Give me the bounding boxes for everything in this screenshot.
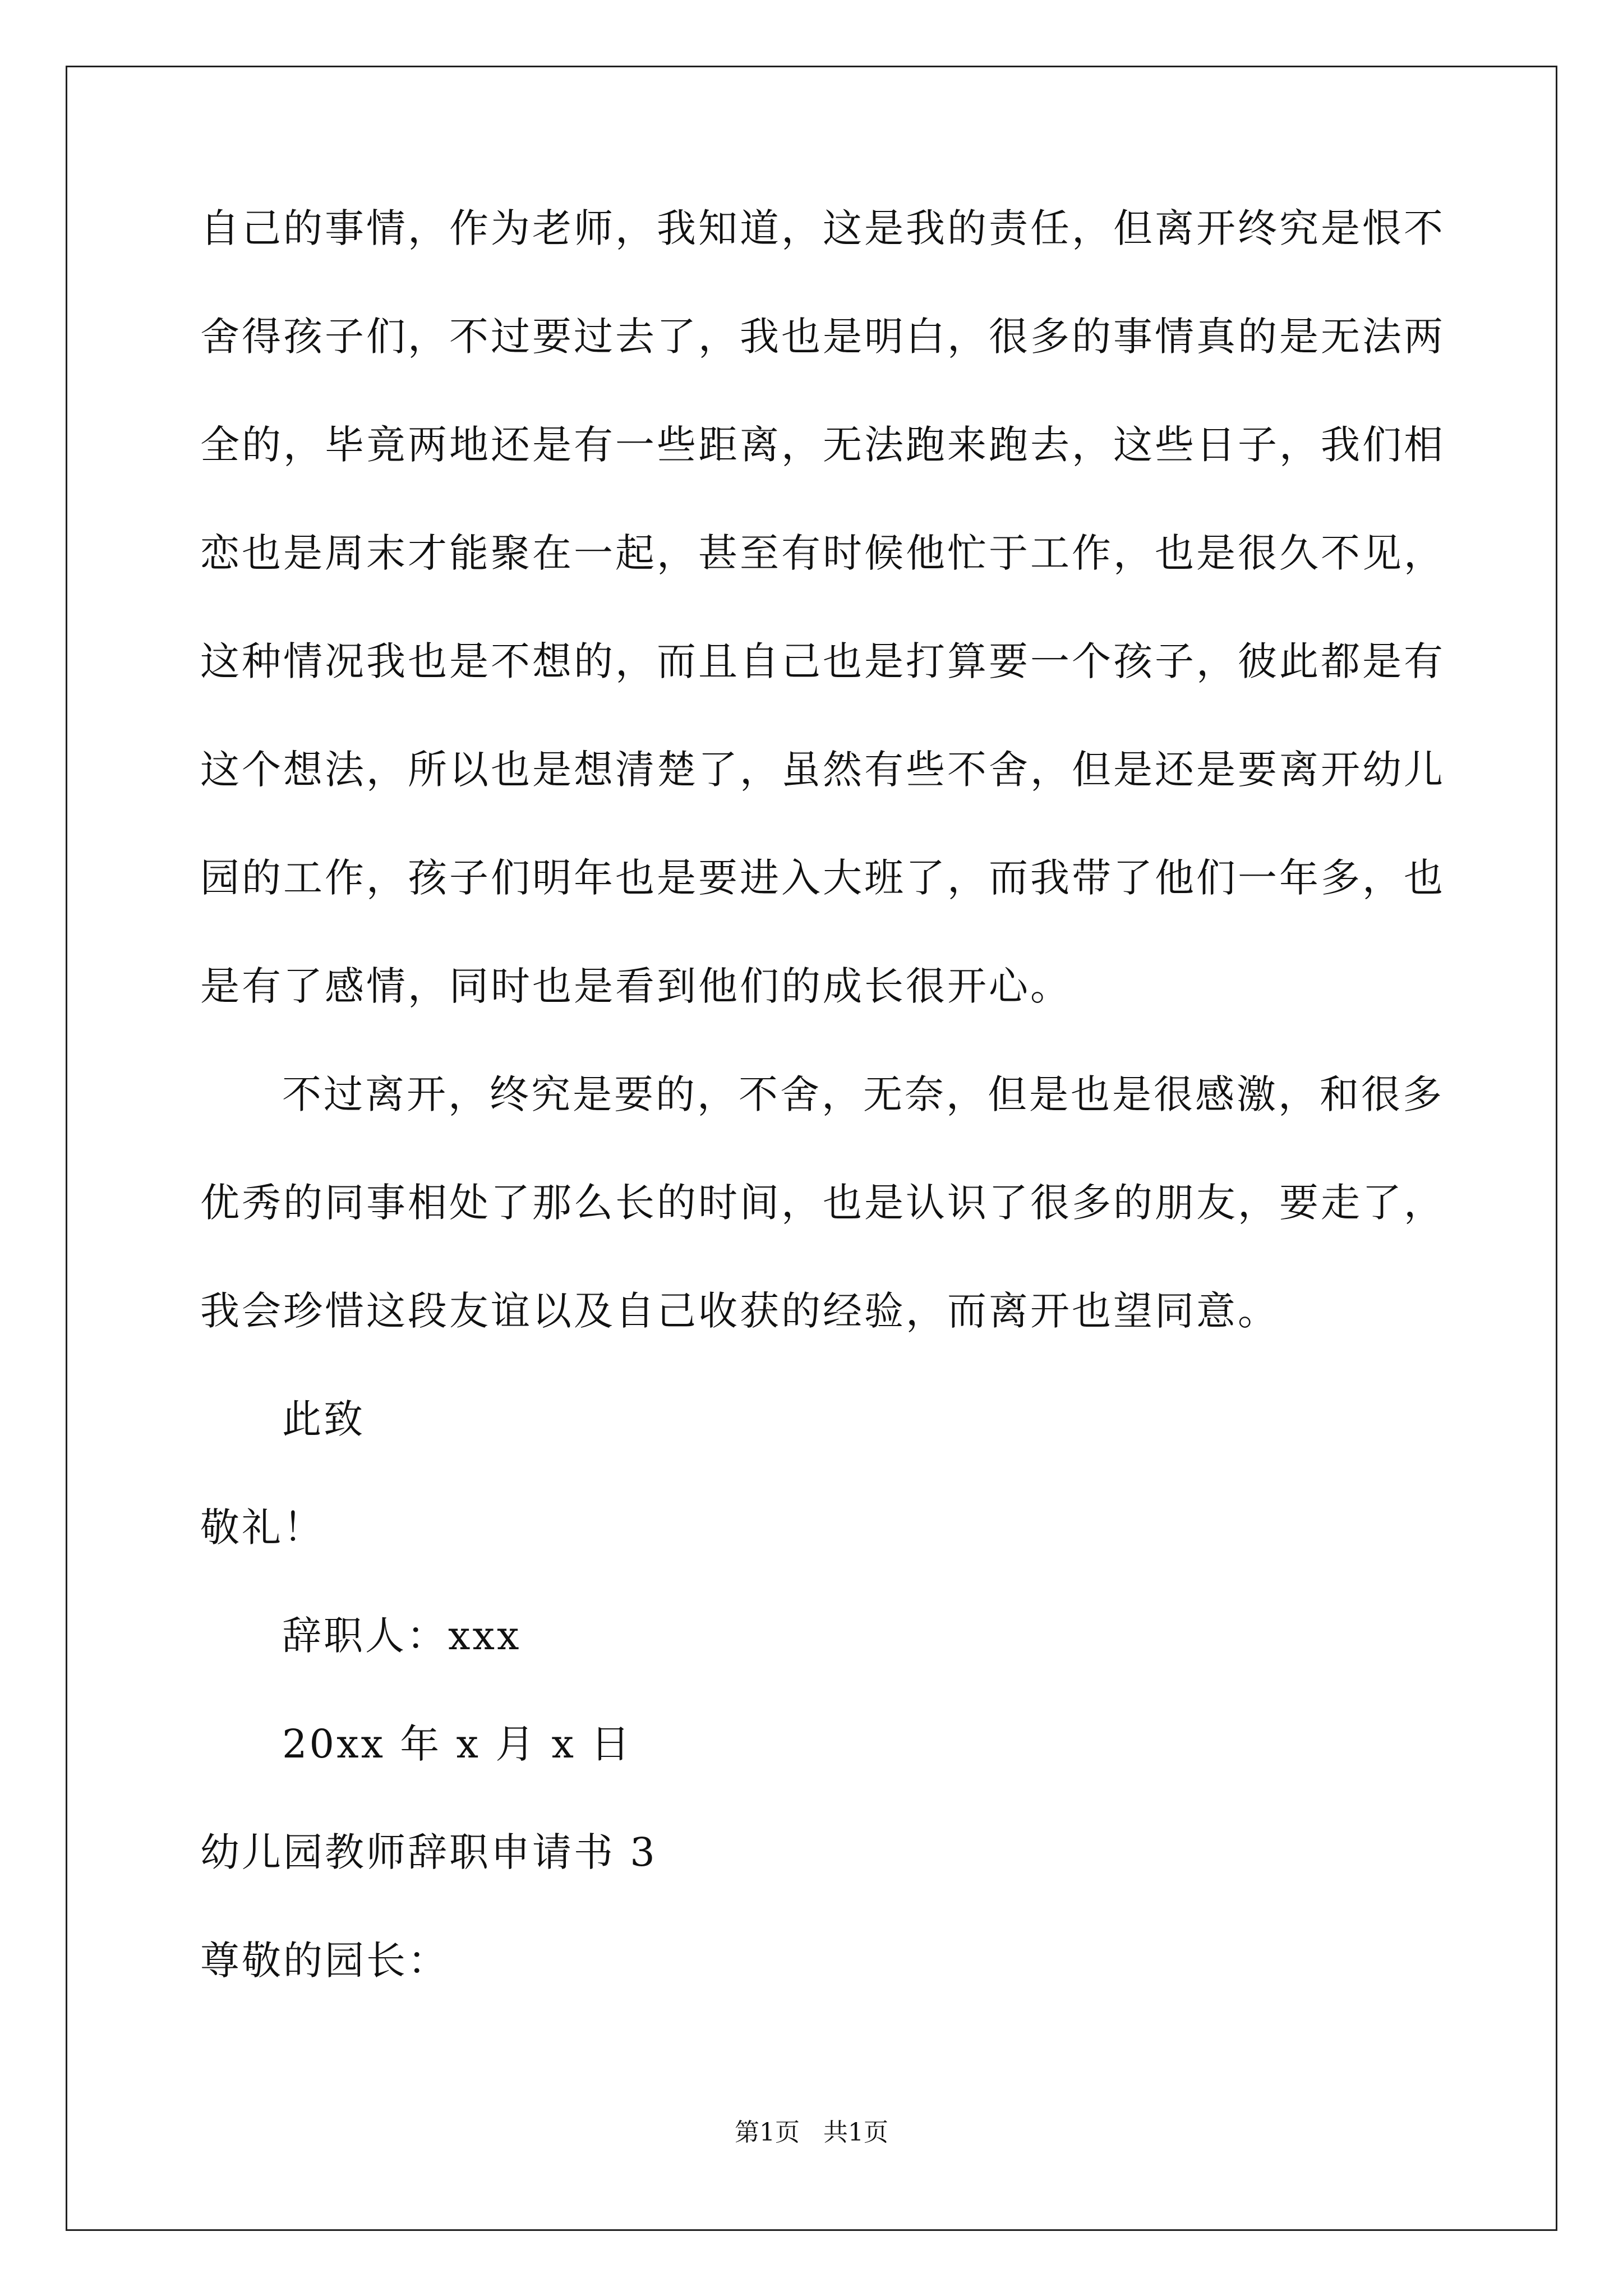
paragraph-line: 这个想法，所以也是想清楚了，虽然有些不舍，但是还是要离开幼儿 (200, 747, 1445, 793)
paragraph-line: 恋也是周末才能聚在一起，甚至有时候他忙于工作，也是很久不见， (200, 530, 1445, 576)
closing-regards: 敬礼！ (200, 1504, 325, 1550)
closing-salutation: 此致 (282, 1396, 365, 1442)
letter-greeting: 尊敬的园长： (200, 1938, 449, 1984)
paragraph-line: 是有了感情，同时也是看到他们的成长很开心。 (200, 963, 1072, 1009)
paragraph-line: 自己的事情，作为老师，我知道，这是我的责任，但离开终究是恨不 (200, 205, 1445, 251)
paragraph-line: 舍得孩子们，不过要过去了，我也是明白，很多的事情真的是无法两 (200, 314, 1445, 360)
document-body (200, 205, 1445, 2049)
paragraph-line: 园的工作，孩子们明年也是要进入大班了，而我带了他们一年多，也 (200, 855, 1445, 901)
signature-date: 20xx 年 x 月 x 日 (282, 1721, 633, 1767)
paragraph-line: 这种情况我也是不想的，而且自己也是打算要一个孩子，彼此都是有 (200, 638, 1445, 684)
signature-name: 辞职人：xxx (282, 1613, 522, 1659)
page-footer: 第1页 共1页 (735, 2118, 888, 2147)
section-title: 幼儿园教师辞职申请书 3 (200, 1829, 657, 1875)
paragraph-line: 优秀的同事相处了那么长的时间，也是认识了很多的朋友，要走了， (200, 1180, 1445, 1226)
paragraph-line: 我会珍惜这段友谊以及自己收获的经验，而离开也望同意。 (200, 1288, 1279, 1334)
paragraph-line: 不过离开，终究是要的，不舍，无奈，但是也是很感激，和很多 (282, 1071, 1444, 1117)
paragraph-line: 全的，毕竟两地还是有一些距离，无法跑来跑去，这些日子，我们相 (200, 422, 1445, 468)
